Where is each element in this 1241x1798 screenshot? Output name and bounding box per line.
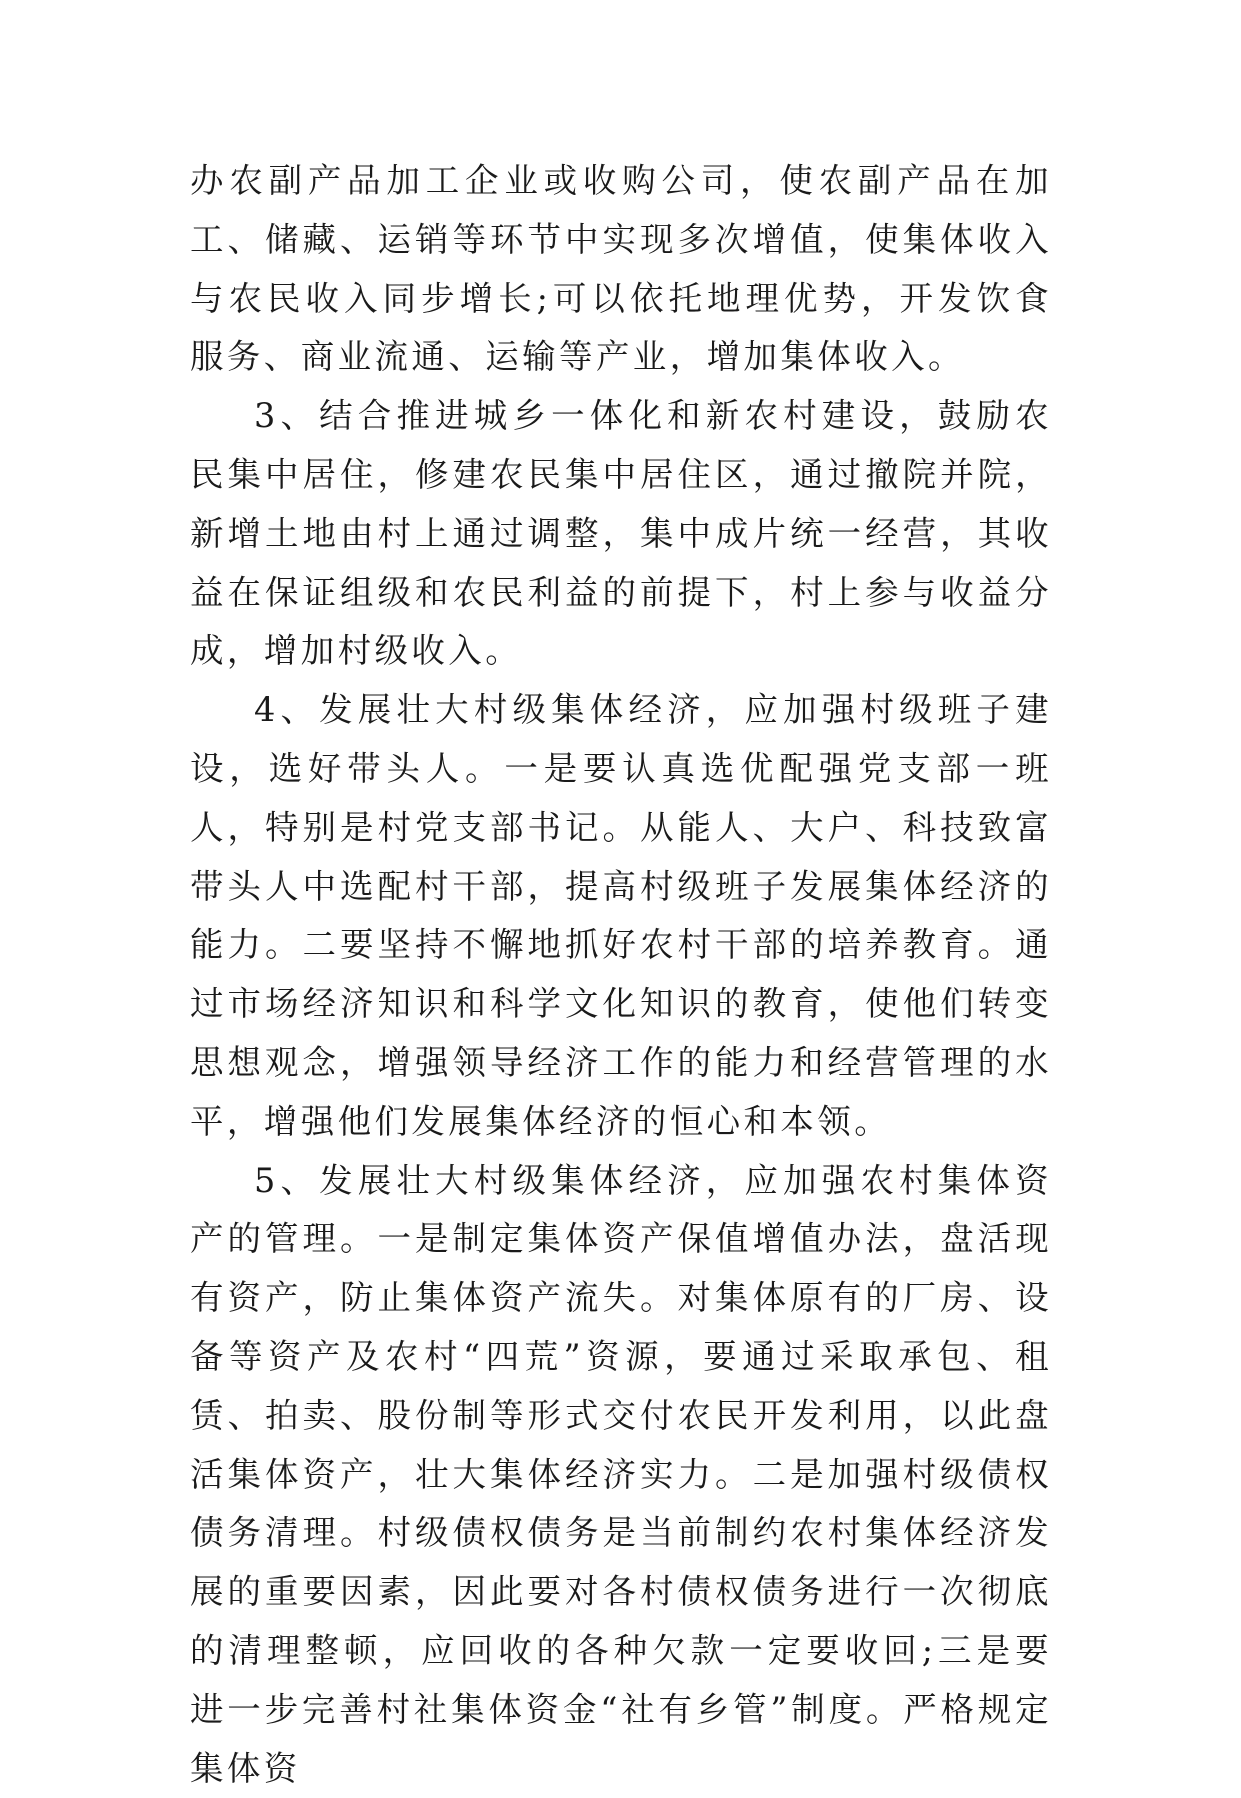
paragraph-item-3: 3、结合推进城乡一体化和新农村建设，鼓励农民集中居住，修建农民集中居住区，通过撤院并院，新增土地由村上通过调整，集中成片统一经营，其收益在保证组级和农民利益的前提下，村上参与收益分成，增加村级收入。 bbox=[190, 396, 1052, 671]
document-body bbox=[190, 152, 1052, 1798]
paragraph-item-4: 4、发展壮大村级集体经济，应加强村级班子建设，选好带头人。一是要认真选优配强党支部一班人，特别是村党支部书记。从能人、大户、科技致富带头人中选配村干部，提高村级班子发展集体经济的能力。二要坚持不懈地抓好农村干部的培养教育。通过市场经济知识和科学文化知识的教育，使他们转变思想观念，增强领导经济工作的能力和经营管理的水平，增强他们发展集体经济的恒心和本领。 bbox=[190, 690, 1052, 1141]
paragraph-continuation: 办农副产品加工企业或收购公司，使农副产品在加工、储藏、运销等环节中实现多次增值，使集体收入与农民收入同步增长;可以依托地理优势，开发饮食服务、商业流通、运输等产业，增加集体收入。 bbox=[190, 161, 1052, 377]
paragraph-item-5: 5、发展壮大村级集体经济，应加强农村集体资产的管理。一是制定集体资产保值增值办法，盘活现有资产，防止集体资产流失。对集体原有的厂房、设备等资产及农村“四荒”资源，要通过采取承包、租赁、拍卖、股份制等形式交付农民开发利用，以此盘活集体资产，壮大集体经济实力。二是加强村级债权债务清理。村级债权债务是当前制约农村集体经济发展的重要因素，因此要对各村债权债务进行一次彻底的清理整顿，应回收的各种欠款一定要收回;三是要进一步完善村社集体资金“社有乡管”制度。严格规定集体资 bbox=[190, 1160, 1052, 1788]
